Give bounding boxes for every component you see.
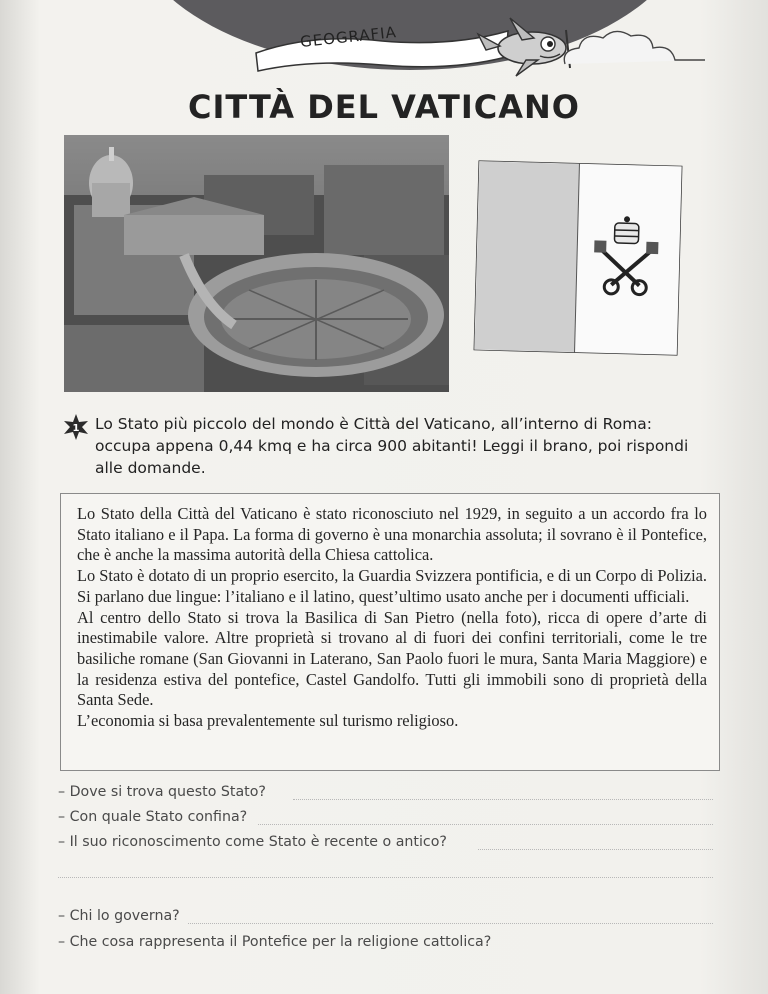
answer-line[interactable] [258,823,713,825]
answer-line[interactable] [293,798,713,800]
question-item: – Chi lo governa? [58,908,180,924]
puzzle-star-icon [62,413,90,441]
passage-paragraph: Lo Stato è dotato di un proprio esercito, la Guardia Svizzera pontificia, e di un Corpo di Polizia. Si parlano due lingue: l’italiano e il latino, quest’ultimo usato anche per i documenti ufficiali. [77,566,707,606]
page-title: CITTÀ DEL VATICANO [188,88,580,126]
cloud-icon [555,22,715,72]
answer-line[interactable] [478,848,713,850]
passage-paragraph: Al centro dello Stato si trova la Basilica di San Pietro (nella foto), ricca di opere d’arte di inestimabile valore. Altre proprietà si trovano al di fuori dei confini territoriali, come le tre basiliche romane (San Giovanni in Laterano, San Paolo fuori le mura, Santa Maria Maggiore) e la residenza estiva del pontefice, Castel Gandolfo. Tutti gli immobili sono di proprietà della Santa Sede. [77,607,707,710]
question-item: – Il suo riconoscimento come Stato è recente o antico? [58,834,447,850]
question-item: – Che cosa rappresenta il Pontefice per la religione cattolica? [58,934,492,950]
question-item: – Dove si trova questo Stato? [58,784,266,800]
vatican-flag [474,160,683,355]
passage-paragraph: Lo Stato della Città del Vaticano è stato riconosciuto nel 1929, in seguito a un accordo fra lo Stato italiano e il Papa. La forma di governo è una monarchia assoluta; il sovrano è il Pontefice, che è anche la massima autorità della Chiesa cattolica. [77,504,707,565]
vatican-photo [64,135,449,392]
answer-line[interactable] [188,922,713,924]
reading-passage [60,493,720,771]
subject-label: GEOGRAFIA [299,22,398,52]
passage-paragraph: L’economia si basa prevalentemente sul turismo religioso. [77,711,459,731]
question-item: – Con quale Stato confina? [58,809,248,825]
answer-line[interactable] [58,876,713,878]
exercise-intro: Lo Stato più piccolo del mondo è Città del Vaticano, all’interno di Roma: occupa appena 0,44 kmq e ha circa 900 abitanti! Leggi il brano, poi rispondi alle domande. [95,415,689,477]
svg-text:1: 1 [72,423,80,434]
